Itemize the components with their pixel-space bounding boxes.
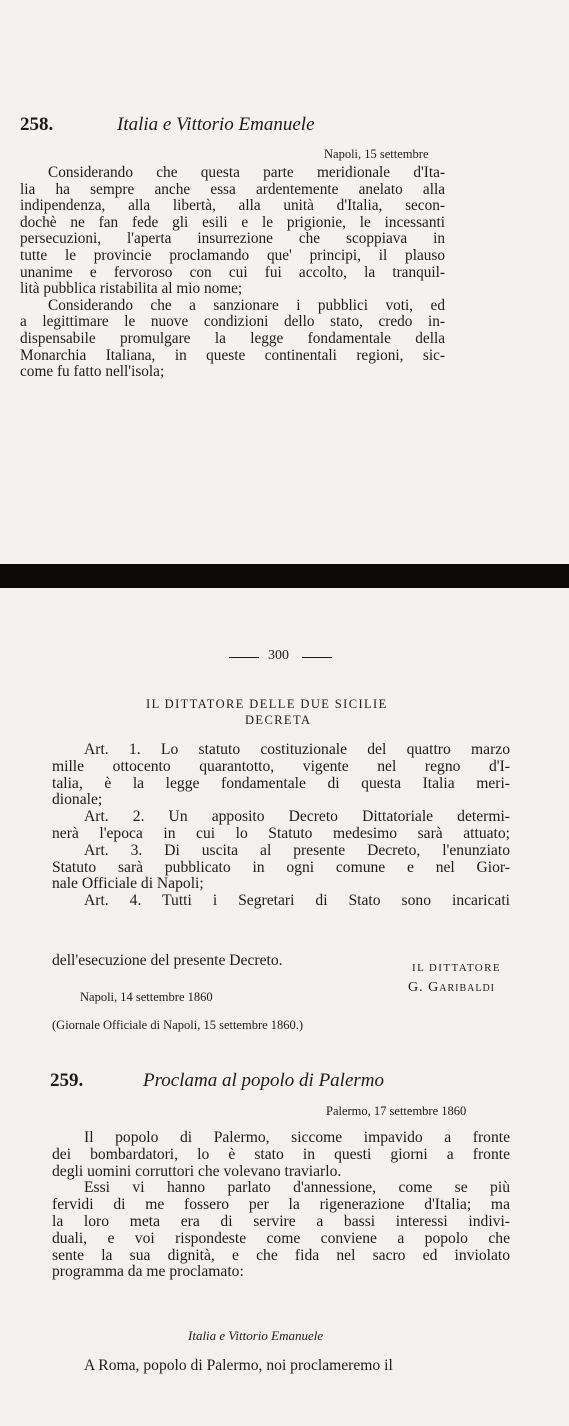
text-line: mille ottocento quarantotto, vigente nel regno d'I- bbox=[52, 757, 510, 775]
doc-title: Italia e Vittorio Emanuele bbox=[117, 114, 315, 135]
text-line: a legittimare le nuove condizioni dello stato, credo in- bbox=[20, 313, 445, 331]
text-line: Considerando che a sanzionare i pubblici voti, ed bbox=[48, 296, 445, 314]
doc2-dateline: Palermo, 17 settembre 1860 bbox=[326, 1104, 467, 1118]
text-line: Art. 4. Tutti i Segretari di Stato sono incaricati bbox=[84, 892, 510, 910]
text-line: dei bombardatori, lo è stato in questi giorni a fronte bbox=[52, 1145, 510, 1163]
text-line: come fu fatto nell'isola; bbox=[20, 363, 165, 381]
text-line: Art. 1. Lo statuto costituzionale del quattro marzo bbox=[84, 741, 510, 758]
text-line: Essi vi hanno parlato d'annessione, come se più bbox=[84, 1179, 510, 1197]
page-number-rule-left bbox=[229, 657, 259, 658]
doc-number: 258. bbox=[20, 114, 54, 135]
source-note: (Giornale Officiale di Napoli, 15 settembre 1860.) bbox=[52, 1018, 304, 1032]
motto: Italia e Vittorio Emanuele bbox=[188, 1328, 324, 1343]
page-number-rule-right bbox=[302, 657, 332, 658]
text-line: degli uomini corruttori che volevano traviarlo. bbox=[52, 1162, 342, 1180]
text-line: dell'esecuzione del presente Decreto. bbox=[52, 952, 283, 969]
text-line: sente la sua dignità, e che fida nel sacro ed inviolato bbox=[52, 1246, 510, 1264]
text-line: dispensabile promulgare la legge fondamentale della bbox=[20, 329, 445, 347]
last-line: A Roma, popolo di Palermo, noi proclameremo il bbox=[84, 1357, 393, 1374]
text-line: Statuto sarà pubblicato in ogni comune e nel Gior- bbox=[52, 858, 510, 876]
text-line: la loro meta era di servire a bassi interessi indivi- bbox=[52, 1212, 510, 1230]
text-line: Art. 3. Di uscita al presente Decreto, l'enunziato bbox=[84, 841, 510, 859]
signature-title: IL DITTATORE bbox=[412, 962, 501, 974]
page-divider bbox=[0, 564, 569, 588]
text-line: unanime e fervoroso con cui fui accolto, la tranquil- bbox=[20, 263, 445, 281]
text-line: fervidi di me fossero per la rigenerazione d'Italia; ma bbox=[52, 1196, 510, 1214]
text-line: lità pubblica ristabilita al mio nome; bbox=[20, 280, 243, 298]
doc2-title: Proclama al popolo di Palermo bbox=[143, 1070, 384, 1091]
decree-subheading: DECRETA bbox=[245, 713, 312, 727]
text-line: indipendenza, alla libertà, alla unità d'Italia, secon- bbox=[20, 197, 445, 215]
text-line: nale Officiale di Napoli; bbox=[52, 875, 204, 893]
top-body-text bbox=[20, 165, 445, 381]
text-line: programma da me proclamato: bbox=[52, 1263, 244, 1281]
text-line: persecuzioni, l'aperta insurrezione che scoppiava in bbox=[20, 230, 445, 248]
decree-body bbox=[52, 742, 510, 910]
text-line: lia ha sempre anche essa ardentemente anelato alla bbox=[20, 180, 445, 198]
text-line: Considerando che questa parte meridionale d'Ita- bbox=[48, 164, 445, 181]
text-line: duali, e voi rispondeste come conviene a popolo che bbox=[52, 1229, 510, 1247]
text-line: Art. 2. Un apposito Decreto Dittatoriale determi- bbox=[84, 808, 510, 826]
page-number: 300 bbox=[268, 648, 289, 663]
text-line: nerà l'epoca in cui lo Statuto medesimo sarà attuato; bbox=[52, 824, 510, 842]
place-date: Napoli, 14 settembre 1860 bbox=[80, 990, 213, 1004]
text-line: talia, è la legge fondamentale di questa Italia meri- bbox=[52, 774, 510, 792]
proclamation-body bbox=[52, 1130, 510, 1281]
text-line: tutte le provincie proclamando que' principi, il plauso bbox=[20, 246, 445, 264]
text-line: dochè ne fan fede gli esili e le prigionie, le incessanti bbox=[20, 213, 445, 231]
text-line: dionale; bbox=[52, 791, 103, 809]
signature-name: G. Garibaldi bbox=[408, 980, 495, 995]
top-page bbox=[0, 0, 569, 564]
decree-heading: IL DITTATORE DELLE DUE SICILIE bbox=[146, 697, 388, 711]
dateline: Napoli, 15 settembre bbox=[324, 147, 429, 161]
text-line: Monarchia Italiana, in queste continentali regioni, sic- bbox=[20, 346, 445, 364]
text-line: Il popolo di Palermo, siccome impavido a fronte bbox=[84, 1129, 510, 1146]
doc2-number: 259. bbox=[50, 1070, 84, 1091]
